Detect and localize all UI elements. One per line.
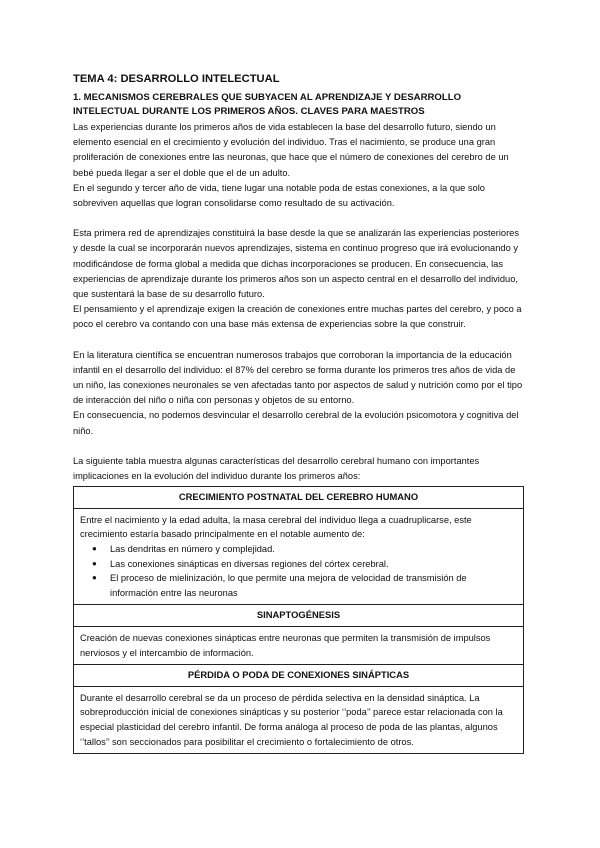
list-item: ● Las conexiones sinápticas en diversas regiones del córtex cerebral.: [80, 557, 517, 572]
table-header-synaptogenesis: SINAPTOGÉNESIS: [74, 605, 524, 627]
postnatal-growth-list: [80, 542, 517, 600]
table-cell-synaptogenesis: Creación de nuevas conexiones sinápticas entre neuronas que permiten la transmisión de impulsos nerviosos y el intercambio de información.: [74, 627, 524, 665]
document-title: TEMA 4: DESARROLLO INTELECTUAL: [73, 73, 280, 85]
document-page: [73, 72, 523, 754]
paragraph-3: Esta primera red de aprendizajes constituirá la base desde la que se analizarán las experiencias posteriores y desde la cual se incorporarán nuevos aprendizajes, sistema en continuo progreso que irá evolucionando y modificándose de forma global a medida que dichas incorporaciones se producen. En consecuencia, las experiencias de aprendizaje durante los primeros años son un aspecto central en el desarrollo del individuo, que sustentará la base de su desarrollo futuro.: [73, 228, 519, 300]
list-item: ● El proceso de mielinización, lo que permite una mejora de velocidad de transmisión de información entre las neuronas: [92, 573, 467, 598]
bullet-icon: ●: [92, 573, 97, 583]
paragraph-7: La siguiente tabla muestra algunas características del desarrollo cerebral humano con importantes implicaciones en la evolución del individuo durante los primeros años:: [73, 455, 480, 482]
postnatal-growth-intro: Entre el nacimiento y la edad adulta, la masa cerebral del individuo llega a cuadruplicarse, este crecimiento estaría basado principalmente en el notable aumento de:: [80, 514, 472, 540]
table-header-postnatal-growth: CRECIMIENTO POSTNATAL DEL CEREBRO HUMANO: [74, 487, 524, 509]
bullet-icon: ●: [92, 544, 97, 554]
table-header-synaptic-pruning: PÉRDIDA O PODA DE CONEXIONES SINÁPTICAS: [74, 665, 524, 687]
table-cell-synaptic-pruning: Durante el desarrollo cerebral se da un proceso de pérdida selectiva en la densidad sináptica. La sobreproducción inicial de conexiones sinápticas y su posterior ‘’poda’’ parece estar relacionada con la especial plasticidad del cerebro infantil. De forma análoga al proceso de poda de las plantas, algunos ‘’tallos’’ son seccionados para posibilitar el crecimiento o fortalecimiento de otros.: [74, 686, 524, 753]
paragraph-2: En el segundo y tercer año de vida, tiene lugar una notable poda de estas conexiones, a la que solo sobreviven aquellas que logran consolidarse como resultado de su activación.: [73, 182, 485, 209]
paragraph-4: El pensamiento y el aprendizaje exigen la creación de conexiones entre muchas partes del cerebro, y poco a poco el cerebro va contando con una base más extensa de experiencias sobre la que construir.: [73, 304, 522, 330]
section-heading: 1. MECANISMOS CEREBRALES QUE SUBYACEN AL APRENDIZAJE Y DESARROLLO INTELECTUAL DURANTE LOS PRIMEROS AÑOS. CLAVES PARA MAESTROS: [73, 92, 462, 117]
brain-development-table: [73, 486, 524, 754]
paragraph-6: En consecuencia, no podemos desvincular el desarrollo cerebral de la evolución psicomotora y cognitiva del niño.: [73, 410, 519, 436]
table-cell-postnatal-growth: [74, 508, 524, 605]
paragraph-5: En la literatura científica se encuentran numerosos trabajos que corroboran la importancia de la educación infantil en el desarrollo del individuo: el 87% del cerebro se forma durante los primeros tres años de vida de un niño, las conexiones neuronales se ven afectadas tanto por aspectos de salud y nutrición como por el tipo de interacción del niño o niña con personas y objetos de su entorno.: [73, 349, 523, 406]
bullet-icon: ●: [92, 558, 97, 568]
list-item: ● Las dendritas en número y complejidad.: [80, 542, 517, 557]
paragraph-1: Las experiencias durante los primeros años de vida establecen la base del desarrollo futuro, siendo un elemento esencial en el crecimiento y evolución del individuo. Tras el nacimiento, se produce una gran proliferación de conexiones entre las neuronas, que hace que el número de conexiones del cerebro de un bebé pueda llegar a ser el doble que el de un adulto.: [73, 122, 509, 178]
